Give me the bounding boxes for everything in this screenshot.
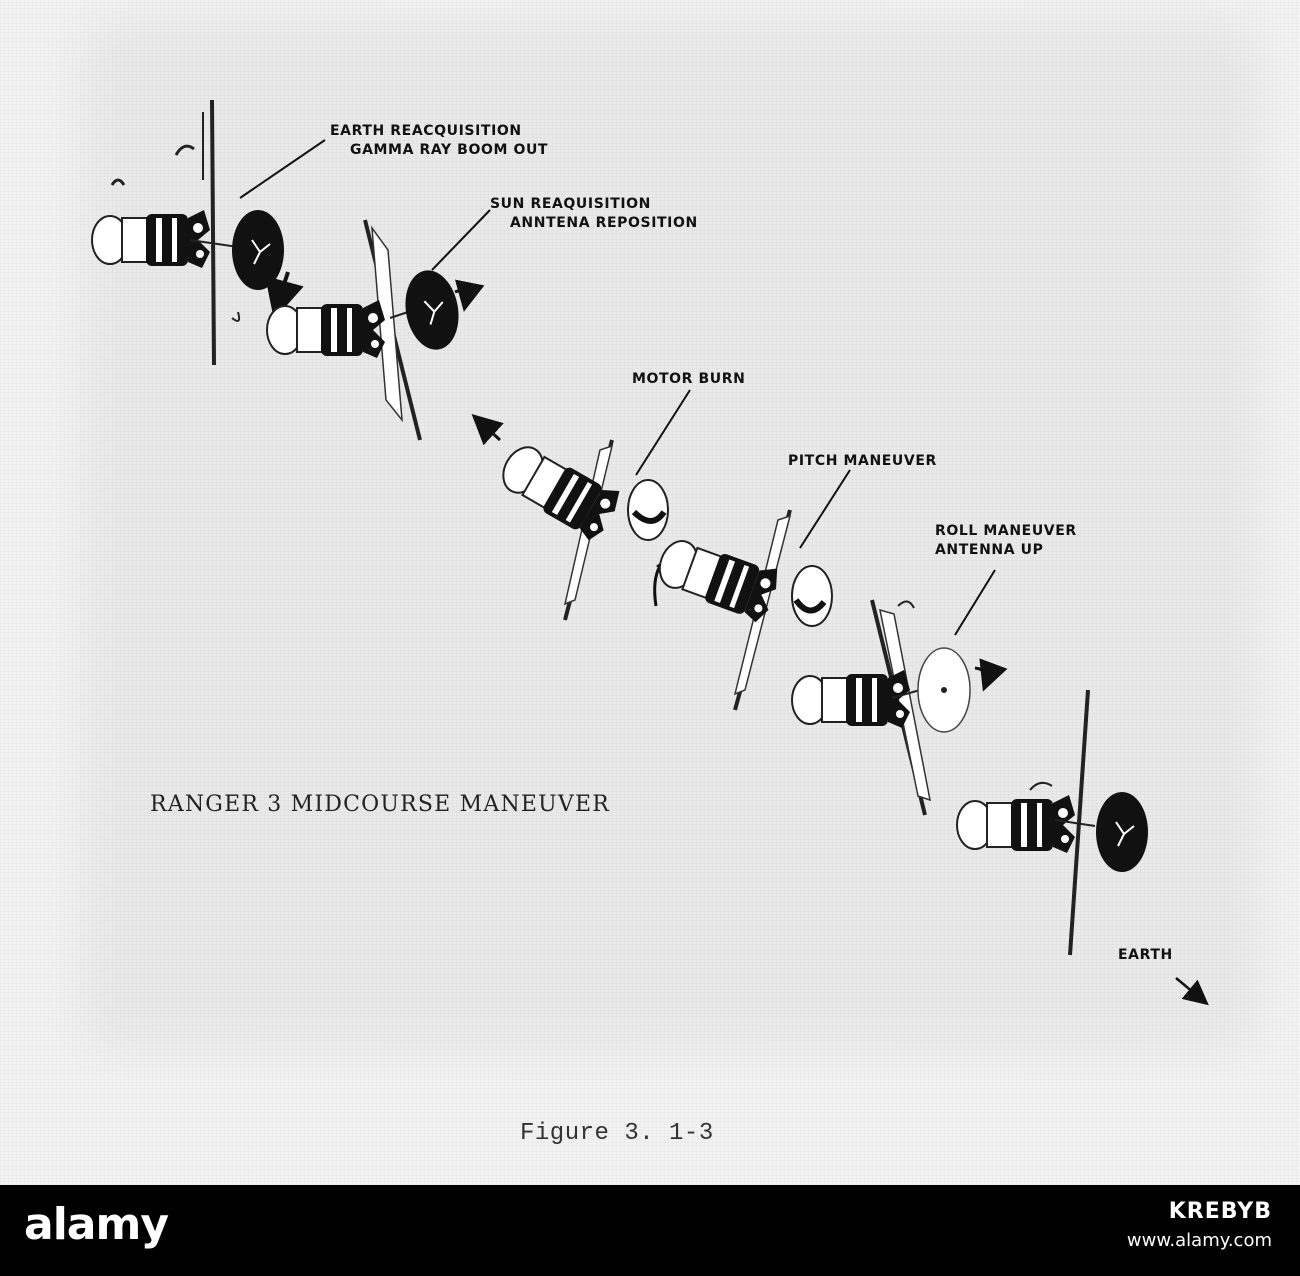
label-pitch-maneuver: PITCH MANEUVER bbox=[788, 453, 937, 469]
label-roll-maneuver bbox=[935, 522, 1077, 560]
brand-logo: alamy bbox=[24, 1199, 168, 1250]
image-id: KREBYB bbox=[1168, 1199, 1272, 1224]
watermark-footer bbox=[0, 1185, 1300, 1276]
label-earth: EARTH bbox=[1118, 947, 1173, 963]
spacecraft-earth-pointing bbox=[957, 690, 1148, 955]
label-sun-reacquisition-line1: SUN REAQUISITION bbox=[490, 196, 651, 212]
leader-line-motor-burn bbox=[636, 390, 690, 475]
leader-line-earth-reacquisition bbox=[240, 140, 325, 198]
leader-line-roll-maneuver bbox=[955, 570, 995, 635]
spacecraft-motor-burn bbox=[493, 435, 668, 620]
figure-caption: Figure 3. 1-3 bbox=[520, 1120, 714, 1147]
direction-arrow bbox=[476, 418, 500, 440]
label-roll-maneuver-line1: ROLL MANEUVER bbox=[935, 523, 1077, 539]
label-earth-reacquisition-line2: GAMMA RAY BOOM OUT bbox=[350, 142, 549, 158]
footer-url: www.alamy.com bbox=[1126, 1230, 1272, 1251]
label-motor-burn: MOTOR BURN bbox=[632, 371, 746, 387]
label-earth-reacquisition bbox=[330, 122, 548, 160]
spacecraft-earth-reacquisition bbox=[92, 100, 288, 365]
label-earth-reacquisition-line1: EARTH REACQUISITION bbox=[330, 123, 522, 139]
label-sun-reacquisition-line2: ANNTENA REPOSITION bbox=[510, 215, 698, 231]
earth-direction-arrow bbox=[1176, 978, 1205, 1002]
figure-title: RANGER 3 MIDCOURSE MANEUVER bbox=[150, 792, 611, 817]
label-roll-maneuver-line2: ANTENNA UP bbox=[935, 542, 1044, 558]
label-sun-reacquisition bbox=[490, 195, 698, 233]
leader-line-sun-reacquisition bbox=[432, 210, 490, 270]
leader-line-pitch-maneuver bbox=[800, 470, 850, 548]
footer-info bbox=[1127, 1199, 1272, 1251]
